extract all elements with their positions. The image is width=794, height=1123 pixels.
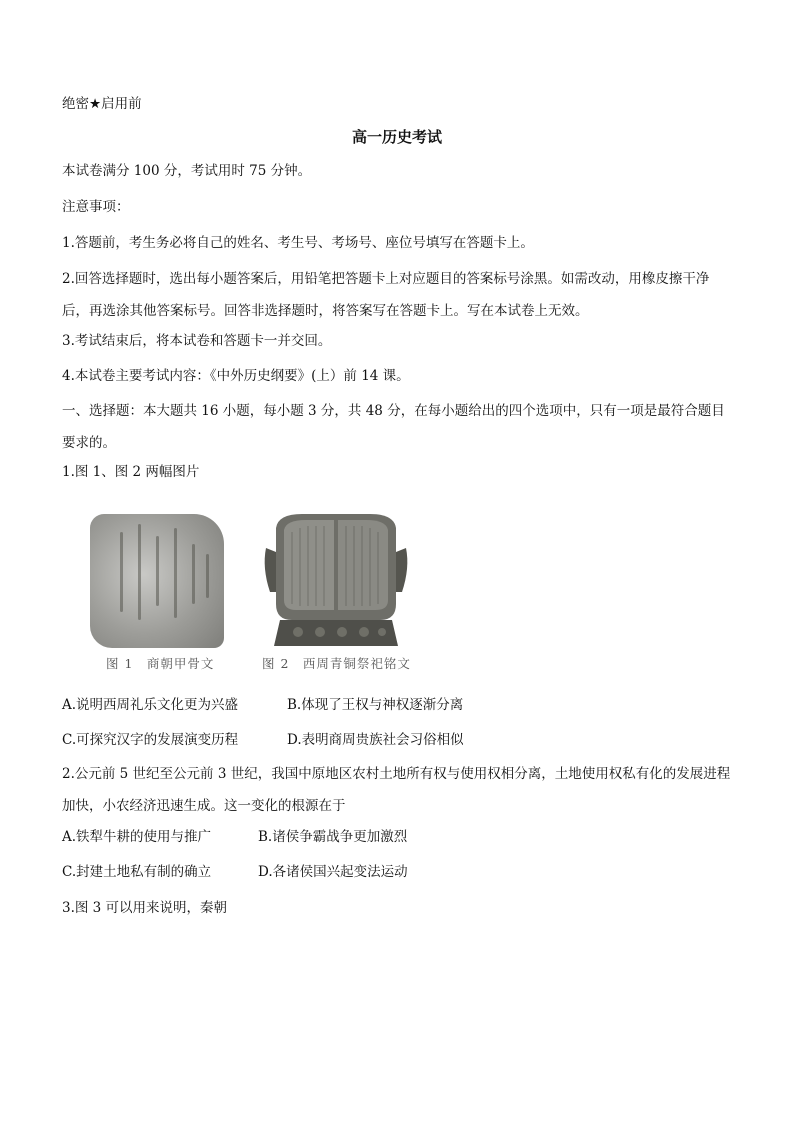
q2-option-b[interactable]: B.诸侯争霸战争更加激烈 bbox=[258, 829, 408, 845]
section-heading: 一、选择题：本大题共 16 小题，每小题 3 分，共 48 分，在每小题给出的四个选项中，只有一项是最符合题目要求的。 bbox=[62, 403, 725, 451]
note-item-3: 3.考试结束后，将本试卷和答题卡一并交回。 bbox=[62, 333, 332, 349]
q2-option-c[interactable]: C.封建土地私有制的确立 bbox=[62, 864, 212, 880]
q1-option-a[interactable]: A.说明西周礼乐文化更为兴盛 bbox=[62, 697, 239, 713]
figure-1-caption: 图 1 商朝甲骨文 bbox=[106, 656, 215, 671]
q1-option-c[interactable]: C.可探究汉字的发展演变历程 bbox=[62, 732, 239, 748]
figure-2-caption: 图 2 西周青铜祭祀铭文 bbox=[262, 656, 411, 671]
notes-heading: 注意事项： bbox=[62, 199, 130, 215]
bronze-inscription-image bbox=[262, 508, 410, 648]
oracle-bone-image bbox=[90, 514, 224, 648]
note-item-2: 2.回答选择题时，选出每小题答案后，用铅笔把答题卡上对应题目的答案标号涂黑。如需改动，用橡皮擦干净后，再选涂其他答案标号。回答非选择题时，将答案写在答题卡上。写在本试卷上无效。 bbox=[62, 271, 710, 319]
question-2-stem: 2.公元前 5 世纪至公元前 3 世纪，我国中原地区农村土地所有权与使用权相分离，土地使用权私有化的发展进程加快，小农经济迅速生成。这一变化的根源在于 bbox=[62, 766, 731, 814]
q1-option-d[interactable]: D.表明商周贵族社会习俗相似 bbox=[287, 732, 464, 748]
note-item-1: 1.答题前，考生务必将自己的姓名、考生号、考场号、座位号填写在答题卡上。 bbox=[62, 235, 534, 251]
question-3-stem: 3.图 3 可以用来说明，秦朝 bbox=[62, 900, 228, 916]
q2-option-a[interactable]: A.铁犁牛耕的使用与推广 bbox=[62, 829, 212, 845]
score-info: 本试卷满分 100 分，考试用时 75 分钟。 bbox=[62, 163, 312, 179]
q2-option-d[interactable]: D.各诸侯国兴起变法运动 bbox=[258, 864, 408, 880]
question-1-stem: 1.图 1、图 2 两幅图片 bbox=[62, 464, 200, 480]
q1-option-b[interactable]: B.体现了王权与神权逐渐分离 bbox=[287, 697, 464, 713]
note-item-4: 4.本试卷主要考试内容：《中外历史纲要》(上）前 14 课。 bbox=[62, 368, 410, 384]
exam-title: 高一历史考试 bbox=[351, 128, 442, 146]
confidential-label: 绝密★启用前 bbox=[62, 96, 142, 112]
